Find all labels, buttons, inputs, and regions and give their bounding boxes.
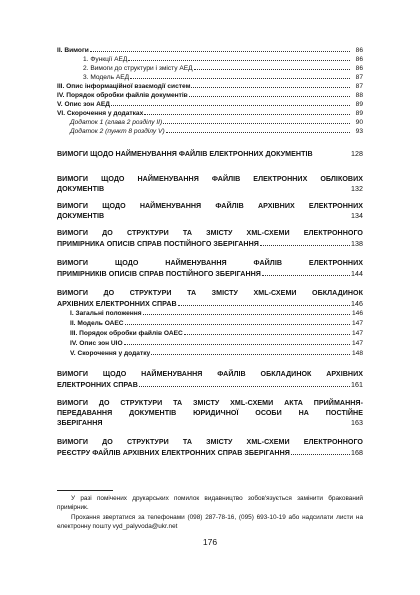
toc-section[interactable] bbox=[57, 398, 363, 428]
toc-section-title: ЗБЕРІГАННЯ bbox=[57, 419, 103, 427]
toc-subitem[interactable] bbox=[70, 338, 363, 348]
toc-section-title: ВИМОГИ ДО СТРУКТУРИ ТА ЗМІСТУ XML-СХЕМИ ЕЛЕКТРОННОГО bbox=[57, 229, 363, 237]
toc-item-title: II. Вимоги bbox=[57, 47, 89, 54]
toc-section[interactable] bbox=[57, 201, 363, 221]
toc-section[interactable] bbox=[57, 288, 363, 309]
toc-item-page: 147 bbox=[351, 330, 363, 337]
page-number: 176 bbox=[202, 537, 218, 547]
toc-section[interactable] bbox=[57, 369, 363, 390]
toc-section-page: 128 bbox=[351, 150, 363, 158]
toc-item-title: 3. Модель АЕД bbox=[83, 74, 130, 81]
footnote-text: У разі помічених друкарських помилок видавництво зобов'язується замінити бракований примірник. bbox=[57, 495, 363, 511]
toc-section-page: 134 bbox=[351, 212, 363, 220]
toc-item-title: 2. Вимоги до структури і змісту АЕД bbox=[83, 65, 193, 72]
dot-leader bbox=[260, 238, 350, 246]
toc-section[interactable] bbox=[57, 258, 363, 279]
toc-section-title: РЕЄСТРУ ФАЙЛІВ АРХІВНИХ ЕЛЕКТРОННИХ СПРАВ ЗБЕРІГАННЯ bbox=[57, 449, 290, 457]
toc-subitem[interactable] bbox=[70, 328, 363, 338]
toc-section-page: 168 bbox=[351, 449, 363, 457]
toc-item-page: 87 bbox=[355, 83, 363, 90]
dot-leader bbox=[189, 90, 350, 97]
dot-leader bbox=[111, 99, 350, 106]
toc-item-page: 148 bbox=[351, 350, 363, 357]
toc-section-page: 163 bbox=[351, 419, 363, 427]
dot-leader bbox=[184, 328, 350, 335]
toc-item-title: V. Опис зон АЕД bbox=[57, 101, 110, 108]
footnote-separator bbox=[57, 490, 113, 491]
dot-leader bbox=[151, 348, 350, 355]
dot-leader bbox=[144, 108, 350, 115]
toc-item-page: 86 bbox=[355, 47, 363, 54]
toc-subitem[interactable] bbox=[70, 308, 363, 318]
dot-leader bbox=[262, 268, 350, 276]
toc-item[interactable] bbox=[70, 126, 363, 136]
toc-section-title: ВИМОГИ ЩОДО НАЙМЕНУВАННЯ ФАЙЛІВ ОБКЛАДИНОК АРХІВНИХ bbox=[57, 370, 363, 378]
toc-subitem[interactable] bbox=[70, 348, 363, 358]
toc-section-title: ВИМОГИ ЩОДО НАЙМЕНУВАННЯ ФАЙЛІВ ЕЛЕКТРОННИХ ДОКУМЕНТІВ bbox=[57, 150, 313, 158]
toc-subitem[interactable] bbox=[70, 318, 363, 328]
dot-leader bbox=[130, 72, 350, 79]
toc-section-page: 138 bbox=[351, 240, 363, 248]
toc-item-page: 93 bbox=[355, 128, 363, 135]
toc-item-title: IV. Порядок обробки файлів документів bbox=[57, 92, 188, 99]
dot-leader bbox=[194, 63, 350, 70]
toc-item-title: V. Скорочення у додатку bbox=[70, 350, 151, 357]
dot-leader bbox=[291, 447, 350, 455]
toc-item-page: 87 bbox=[355, 74, 363, 81]
toc-item-page: 146 bbox=[351, 310, 363, 317]
toc-section-title: ВИМОГИ ДО СТРУКТУРИ ТА ЗМІСТУ XML-СХЕМИ АКТА ПРИЙМАННЯ- bbox=[57, 399, 363, 407]
dot-leader bbox=[163, 117, 350, 124]
toc-section-page: 132 bbox=[351, 185, 363, 193]
toc-section[interactable] bbox=[57, 149, 363, 159]
dot-leader bbox=[166, 126, 350, 133]
toc-section[interactable] bbox=[57, 228, 363, 249]
dot-leader bbox=[191, 81, 350, 88]
toc-item-page: 90 bbox=[355, 119, 363, 126]
dot-leader bbox=[125, 318, 350, 325]
toc-section-title: АРХІВНИХ ЕЛЕКТРОННИХ СПРАВ bbox=[57, 300, 177, 308]
toc-section-title: ПРИМІРНИКІВ ОПИСІВ СПРАВ ПОСТІЙНОГО ЗБЕРІГАННЯ bbox=[57, 270, 261, 278]
toc-section-page: 161 bbox=[351, 381, 363, 389]
toc-section-title: ВИМОГИ ЩОДО НАЙМЕНУВАННЯ ФАЙЛІВ ЕЛЕКТРОННИХ bbox=[57, 259, 363, 267]
toc-section-page: 144 bbox=[351, 270, 363, 278]
toc-item-title: Додаток 2 (пункт 8 розділу V) bbox=[70, 128, 165, 135]
footnote-text: Прохання звертатися за телефонами (098) 287-78-16, (095) 693-10-19 або надсилати листи на електронну пошту vyd_palyvoda@ukr.net bbox=[57, 514, 363, 530]
dot-leader bbox=[128, 54, 350, 61]
toc-section-title: ВИМОГИ ЩОДО НАЙМЕНУВАННЯ ФАЙЛІВ АРХІВНИХ ЕЛЕКТРОННИХ bbox=[57, 202, 363, 210]
dot-leader bbox=[143, 308, 350, 315]
toc-item-title: 1. Функції АЕД bbox=[83, 56, 128, 63]
toc-section[interactable] bbox=[57, 437, 363, 458]
toc-section-title: ПРИМІРНИКА ОПИСІВ СПРАВ ПОСТІЙНОГО ЗБЕРІГАННЯ bbox=[57, 240, 259, 248]
dot-leader bbox=[139, 379, 350, 387]
toc-item-page: 86 bbox=[355, 65, 363, 72]
toc-item-page: 147 bbox=[351, 320, 363, 327]
toc-section-title: ДОКУМЕНТІВ bbox=[57, 212, 105, 220]
toc-item-title: VI. Скорочення у додатках bbox=[57, 110, 144, 117]
toc-section-title: ВИМОГИ ДО СТРУКТУРИ ТА ЗМІСТУ XML-СХЕМИ ЕЛЕКТРОННОГО bbox=[57, 438, 363, 446]
toc-item-page: 89 bbox=[355, 110, 363, 117]
toc-item-page: 86 bbox=[355, 56, 363, 63]
toc-item-page: 88 bbox=[355, 92, 363, 99]
toc-section-title: ДОКУМЕНТІВ bbox=[57, 185, 105, 193]
toc-section-title: ЕЛЕКТРОННИХ СПРАВ bbox=[57, 381, 138, 389]
toc-item-title: III. Опис інформаційної взаємодії систем bbox=[57, 83, 191, 90]
toc-section-page: 146 bbox=[351, 300, 363, 308]
toc-section-title: ВИМОГИ ЩОДО НАЙМЕНУВАННЯ ФАЙЛІВ ЕЛЕКТРОННИХ ОБЛІКОВИХ bbox=[57, 175, 363, 183]
toc-item-title: II. Модель ОАЕС bbox=[70, 320, 124, 327]
toc-section-title: ПЕРЕДАВАННЯ ДОКУМЕНТІВ ЮРИДИЧНОЇ ОСОБИ НА ПОСТІЙНЕ bbox=[57, 409, 363, 417]
toc-item-title: Додаток 1 (глава 2 розділу II) bbox=[70, 119, 163, 126]
toc-item-title: IV. Опис зон UIO bbox=[70, 340, 123, 347]
toc-item-page: 89 bbox=[355, 101, 363, 108]
toc-item-page: 147 bbox=[351, 340, 363, 347]
toc-section-title: ВИМОГИ ДО СТРУКТУРИ ТА ЗМІСТУ XML-СХЕМИ ОБКЛАДИНОК bbox=[57, 289, 363, 297]
dot-leader bbox=[124, 338, 350, 345]
dot-leader bbox=[90, 45, 350, 52]
dot-leader bbox=[178, 298, 350, 306]
toc-item-title: I. Загальні положення bbox=[70, 310, 142, 317]
toc-section[interactable] bbox=[57, 174, 363, 194]
toc-item-title: III. Порядок обробки файлів ОАЕС bbox=[70, 330, 183, 337]
